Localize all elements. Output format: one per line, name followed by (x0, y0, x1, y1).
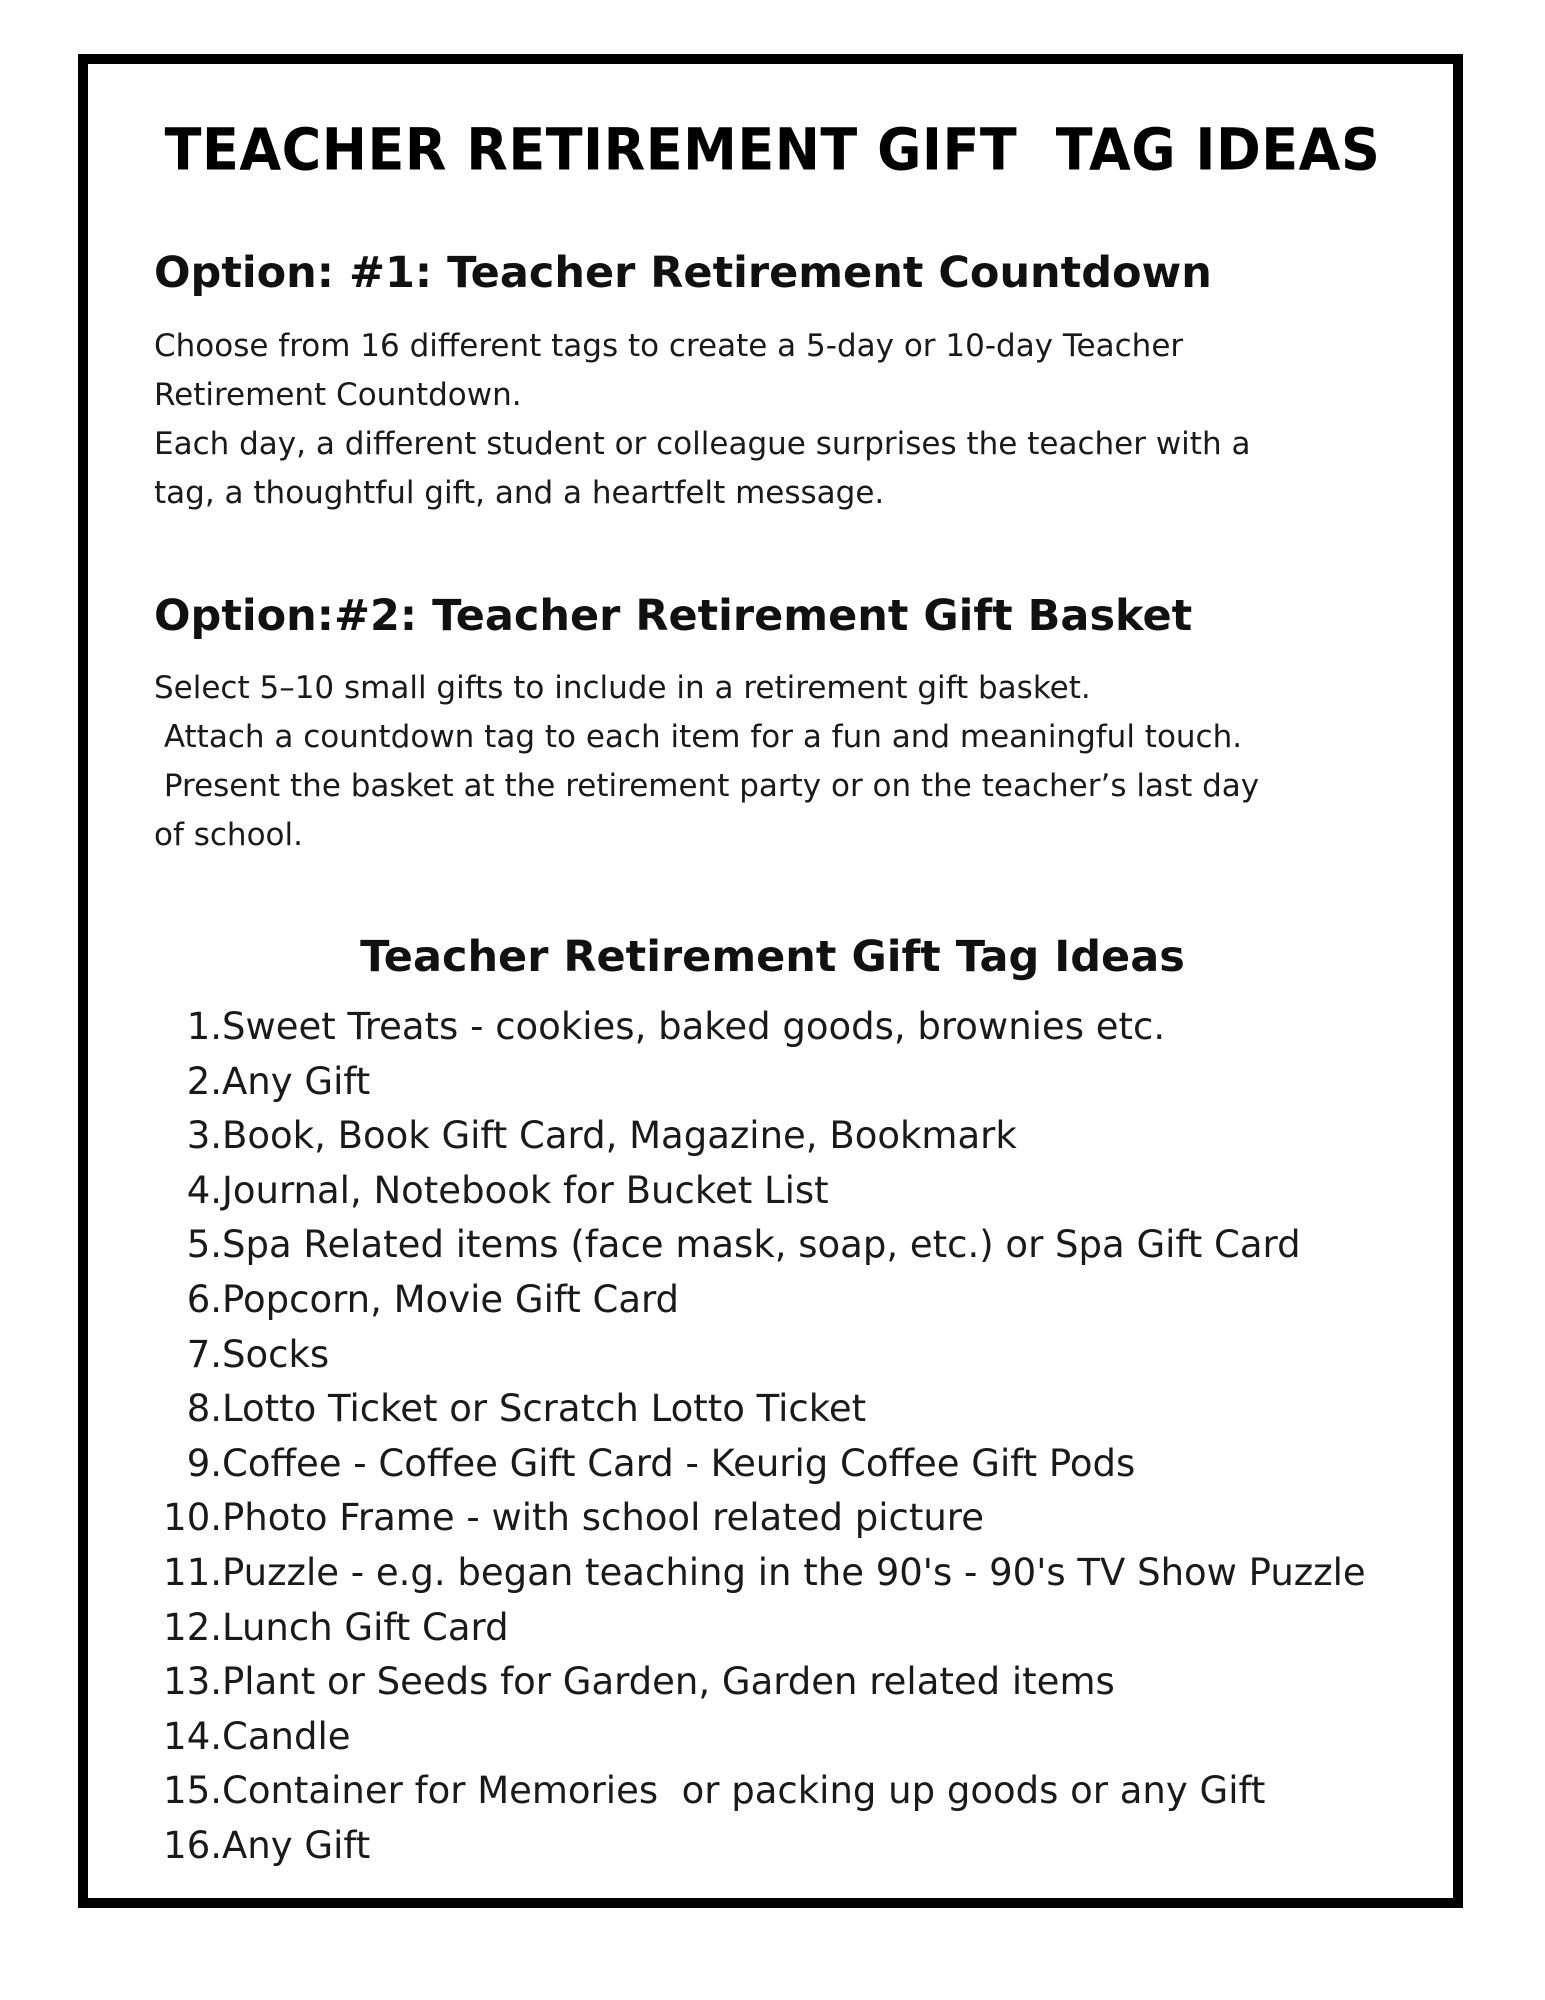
list-item (140, 1601, 1366, 1656)
list-item (140, 1764, 1366, 1819)
option-2-heading: Option:#2: Teacher Retirement Gift Basket (154, 591, 1193, 641)
list-item-text: Lunch Gift Card (222, 1605, 509, 1649)
option-1-line: tag, a thoughtful gift, and a heartfelt message. (154, 475, 885, 511)
list-item-number: 9. (186, 1441, 222, 1485)
list-item (140, 1819, 1366, 1874)
option-2-description (154, 664, 1384, 860)
list-item-number: 10. (163, 1496, 222, 1540)
list-item (140, 1382, 1366, 1437)
list-item (140, 1164, 1366, 1219)
list-item-text: Candle (222, 1714, 351, 1758)
list-item-number: 1. (186, 1005, 222, 1048)
list-item-text: Journal, Notebook for Bucket List (222, 1168, 829, 1212)
list-item-number: 4. (186, 1168, 222, 1212)
list-item (140, 1000, 1366, 1055)
list-item-number: 3. (186, 1114, 222, 1158)
list-item-number: 8. (186, 1387, 222, 1431)
list-item (140, 1328, 1366, 1383)
list-item-text: Popcorn, Movie Gift Card (222, 1277, 680, 1321)
list-item-text: Sweet Treats - cookies, baked goods, brownies etc. (222, 1005, 1166, 1048)
list-item-number: 15. (163, 1769, 222, 1813)
option-2-line: Present the basket at the retirement party or on the teacher’s last day (154, 768, 1260, 804)
option-1-description (154, 322, 1384, 518)
list-item-text: Any Gift (222, 1823, 371, 1867)
list-item (140, 1273, 1366, 1328)
option-1-line: Choose from 16 different tags to create a 5-day or 10-day Teacher (154, 328, 1184, 364)
list-item (140, 1218, 1366, 1273)
list-item-text: Puzzle - e.g. began teaching in the 90's - 90's TV Show Puzzle (222, 1550, 1366, 1594)
list-item-text: Lotto Ticket or Scratch Lotto Ticket (222, 1387, 867, 1431)
list-item-number: 5. (186, 1223, 222, 1267)
list-item (140, 1437, 1366, 1492)
option-2-line: Attach a countdown tag to each item for a fun and meaningful touch. (154, 719, 1243, 755)
option-1-line: Retirement Countdown. (154, 377, 522, 413)
list-item-number: 13. (163, 1660, 222, 1704)
list-item-text: Photo Frame - with school related picture (222, 1496, 984, 1540)
list-item-text: Spa Related items (face mask, soap, etc.) or Spa Gift Card (222, 1223, 1301, 1267)
option-1-heading: Option: #1: Teacher Retirement Countdown (154, 248, 1212, 298)
list-item (140, 1546, 1366, 1601)
list-item-number: 2. (186, 1059, 222, 1103)
list-item (140, 1491, 1366, 1546)
list-item (140, 1109, 1366, 1164)
list-item (140, 1655, 1366, 1710)
option-1-line: Each day, a different student or colleague surprises the teacher with a (154, 426, 1251, 462)
list-item-number: 16. (163, 1823, 222, 1867)
option-2-line: of school. (154, 817, 303, 853)
gift-list-heading: Teacher Retirement Gift Tag Ideas (360, 932, 1185, 982)
list-item-text: Any Gift (222, 1059, 371, 1103)
list-item (140, 1710, 1366, 1765)
list-item-text: Socks (222, 1332, 330, 1376)
list-item-number: 6. (186, 1277, 222, 1321)
page-title: TEACHER RETIREMENT GIFT TAG IDEAS (164, 115, 1381, 184)
list-item-text: Container for Memories or packing up goods or any Gift (222, 1769, 1266, 1813)
list-item-text: Plant or Seeds for Garden, Garden related items (222, 1660, 1115, 1704)
list-item-text: Book, Book Gift Card, Magazine, Bookmark (222, 1114, 1017, 1158)
list-item (140, 1055, 1366, 1110)
list-item-number: 7. (186, 1332, 222, 1376)
gift-tag-list (140, 1000, 1366, 1874)
option-2-line: Select 5–10 small gifts to include in a retirement gift basket. (154, 670, 1091, 706)
list-item-number: 11. (163, 1550, 222, 1594)
list-item-number: 12. (163, 1605, 222, 1649)
list-item-text: Coffee - Coffee Gift Card - Keurig Coffee Gift Pods (222, 1441, 1136, 1485)
list-item-number: 14. (163, 1714, 222, 1758)
